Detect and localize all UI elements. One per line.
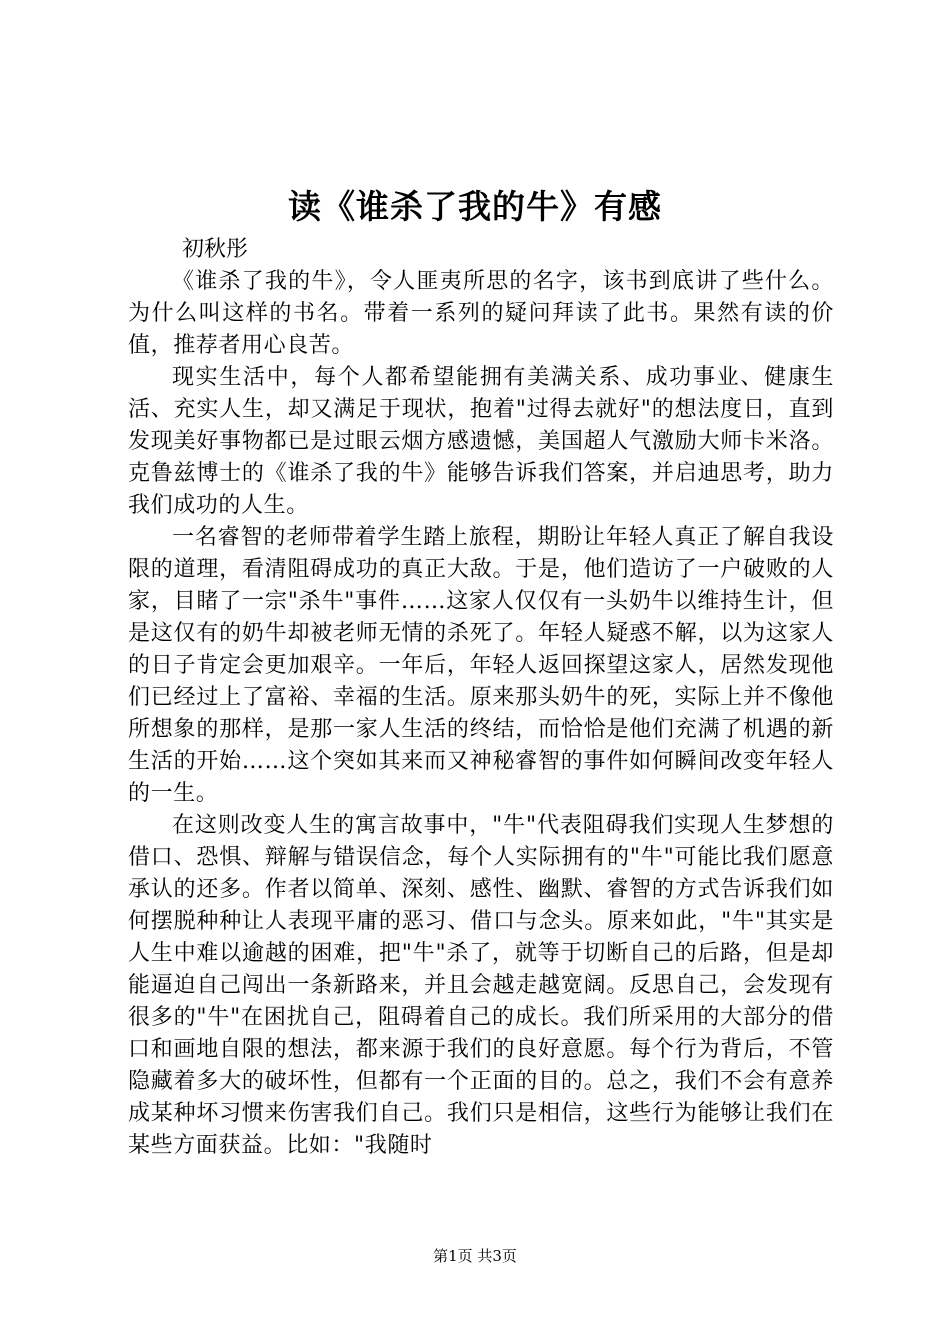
paragraph: 《谁杀了我的牛》，令人匪夷所思的名字，该书到底讲了些什么。为什么叫这样的书名。带着一系列的疑问拜读了此书。果然有读的价值，推荐者用心良苦。	[128, 269, 834, 358]
document-body	[128, 266, 834, 1162]
document-title: 读《谁杀了我的牛》有感	[288, 187, 662, 226]
paragraph: 现实生活中，每个人都希望能拥有美满关系、成功事业、健康生活、充实人生，却又满足于现状，抱着"过得去就好"的想法度日，直到发现美好事物都已是过眼云烟方感遗憾，美国超人气激励大师卡米洛。克鲁兹博士的《谁杀了我的牛》能够告诉我们答案，并启迪思考，助力我们成功的人生。	[128, 365, 834, 518]
page-footer: 第1页 共3页	[433, 1247, 517, 1265]
paragraph: 一名睿智的老师带着学生踏上旅程，期盼让年轻人真正了解自我设限的道理，看清阻碍成功的真正大敌。于是，他们造访了一户破败的人家，目睹了一宗"杀牛"事件……这家人仅仅有一头奶牛以维持生计，但是这仅有的奶牛却被老师无情的杀死了。年轻人疑惑不解，以为这家人的日子肯定会更加艰辛。一年后，年轻人返回探望这家人，居然发现他们已经过上了富裕、幸福的生活。原来那头奶牛的死，实际上并不像他所想象的那样，是那一家人生活的终结，而恰恰是他们充满了机遇的新生活的开始……这个突如其来而又神秘睿智的事件如何瞬间改变年轻人的一生。	[128, 525, 834, 806]
author-name: 初秋彤	[182, 237, 249, 262]
paragraph: 在这则改变人生的寓言故事中，"牛"代表阻碍我们实现人生梦想的借口、恐惧、辩解与错误信念，每个人实际拥有的"牛"可能比我们愿意承认的还多。作者以简单、深刻、感性、幽默、睿智的方式告诉我们如何摆脱种种让人表现平庸的恶习、借口与念头。原来如此，"牛"其实是人生中难以逾越的困难，把"牛"杀了，就等于切断自己的后路，但是却能逼迫自己闯出一条新路来，并且会越走越宽阔。反思自己，会发现有很多的"牛"在困扰自己，阻碍着自己的成长。我们所采用的大部分的借口和画地自限的想法，都来源于我们的良好意愿。每个行为背后，不管隐藏着多大的破坏性，但都有一个正面的目的。总之，我们不会有意养成某种坏习惯来伤害我们自己。我们只是相信，这些行为能够让我们在某些方面获益。比如："我随时	[128, 813, 834, 1158]
